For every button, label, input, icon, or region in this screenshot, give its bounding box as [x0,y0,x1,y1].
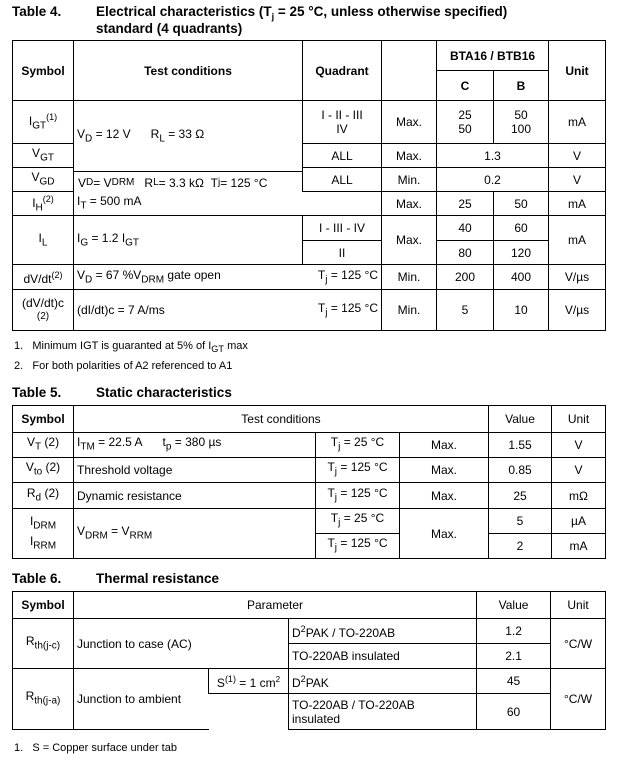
t4-dvdt-unit: V/µs [549,265,606,290]
t4-vgd-symbol: $V_{GD}$ [13,168,74,192]
t4-il-quadrant-1: I - III - IV [303,216,382,241]
t6-rjc-pkg1: $D^2PAK / TO-220AB$ [289,619,477,644]
t4-vgt-unit: V [549,144,606,168]
table-row [13,265,606,290]
table-row [13,290,606,331]
t5-idrm-tj1: $T_j = 25$ °C [316,509,400,534]
t6-rjc-value2: 2.1 [477,644,551,669]
t5-vt-unit: V [552,433,606,458]
t4-dvdt-b: 400 [494,265,549,290]
t6-rjc-pkg2: TO-220AB insulated [289,644,477,669]
t4-dvdtc-conditions: (dI/dt)c = 7 A/ms [74,290,303,331]
t5-idrm-minmax: Max. [400,509,489,559]
t6-rja-pkg1: $D^2PAK$ [289,669,477,694]
t4-il-minmax: Max. [382,216,437,265]
t6-note-1: 1. S = Copper surface under tab [14,742,177,754]
t5-idrm-symbol: $I_{DRM}$ $I_{RRM}$ [13,509,74,559]
t4-vgt-minmax: Max. [382,144,437,168]
t4-header-c: C [437,71,494,101]
t5-idrm-value2: 2 [489,534,552,559]
t6-rja-unit: °C/W [551,669,606,730]
t5-header-value: Value [489,406,552,433]
t4-dvdt-symbol: $dV/dt^{(2)}$ [13,265,74,290]
t4-vgd-conditions: V D = V DRM R L = 3.3 kΩ T j = 125 °C [74,171,302,193]
t4-dvdtc-b: 10 [494,290,549,331]
table-row [13,433,606,458]
t6-header-unit: Unit [551,592,606,619]
t5-idrm-conditions: $V_{DRM} = V_{RRM}$ [74,509,316,559]
t4-il-c1: 40 [437,216,494,241]
t6-rjc-unit: °C/W [551,619,606,669]
t5-rd-unit: mΩ [552,483,606,509]
t4-note-1: 1. Minimum IGT is guaranted at 5% of $I_{GT}$ max [14,340,248,355]
t4-header-blank [382,41,437,101]
t6-rja-parameter: Junction to ambient [74,669,209,730]
t4-igt-quadrant: I - II - III IV [303,101,382,144]
t4-dvdt-minmax: Min. [382,265,437,290]
table-row [13,192,606,216]
table-row [13,216,606,241]
t4-dvdt-c: 200 [437,265,494,290]
t5-vt-conditions: $I_{TM} = 22.5$ A $t_p = 380$ µs [74,433,316,458]
t5-vto-value: 0.85 [489,458,552,483]
t5-rd-minmax: Max. [400,483,489,509]
t4-igt-minmax: Max. [382,101,437,144]
t4-header-quadrant: Quadrant [303,41,382,101]
t6-header-value: Value [477,592,551,619]
t5-header-unit: Unit [552,406,606,433]
t5-vto-conditions: Threshold voltage [74,458,316,483]
t4-header-b: B [494,71,549,101]
t5-rd-tj: $T_j = 125$ °C [316,483,400,509]
t4-ih-c: 25 [437,192,494,216]
t4-vgt-value: 1.3 [437,144,549,168]
t6-rjc-symbol: $R_{th(j-c)}$ [13,619,74,669]
t5-vto-unit: V [552,458,606,483]
table6 [12,591,606,730]
t4-il-symbol: $I_L$ [13,216,74,265]
t4-dvdtc-minmax: Min. [382,290,437,331]
t5-idrm-value1: 5 [489,509,552,534]
t4-dvdtc-tj: $T_j = 125$ °C [303,290,382,331]
t4-il-b1: 60 [494,216,549,241]
t5-vt-tj: $T_j = 25$ °C [316,433,400,458]
t6-header-symbol: Symbol [13,592,74,619]
t4-igt-unit: mA [549,101,606,144]
t6-rjc-parameter: Junction to case (AC) [74,619,289,669]
t5-vt-symbol: $V_T$ (2) [13,433,74,458]
t4-vgd-unit: V [549,168,606,192]
t5-rd-conditions: Dynamic resistance [74,483,316,509]
t4-ih-b: 50 [494,192,549,216]
t4-vgt-symbol: $V_{GT}$ [13,144,74,168]
t4-header-test-conditions: Test conditions [74,41,303,101]
t4-igt-conditions: $V_D = 12$ V $R_L = 33$ Ω [74,101,303,192]
table-row [13,509,606,534]
table5-label: Table 5. [12,385,62,400]
t5-vt-value: 1.55 [489,433,552,458]
t5-vto-symbol: $V_{to}$ (2) [13,458,74,483]
t4-note-2: 2. For both polarities of A2 referenced to A1 [14,360,233,372]
t4-vgt-quadrant: ALL [303,144,382,168]
t6-rja-pkg2: TO-220AB / TO-220AB insulated [289,694,477,730]
table4-subtitle: standard (4 quadrants) [96,21,243,36]
table-row [13,458,606,483]
t4-vgd-quadrant: ALL [303,168,382,192]
t6-rja-blank [209,694,289,730]
table6-title: Thermal resistance [96,571,220,586]
t4-header-unit: Unit [549,41,606,101]
table-row [13,483,606,509]
t4-dvdtc-symbol: (dV/dt)c (2) [13,290,74,331]
t4-dvdtc-c: 5 [437,290,494,331]
table5 [12,405,606,559]
t5-idrm-unit2: mA [552,534,606,559]
t6-rja-value2: 60 [477,694,551,730]
t4-igt-c: 25 50 [437,101,494,144]
table4-title: Electrical characteristics ($T_j = 25$ °C, unless otherwise specified) [96,4,508,22]
t4-vgd-value: 0.2 [437,168,549,192]
t4-il-conditions: $I_G = 1.2$ $I_{GT}$ [74,216,303,265]
t5-vto-minmax: Max. [400,458,489,483]
t6-rja-surface: $S^{(1)} = 1$ $cm^2$ [209,669,289,694]
t5-rd-symbol: $R_d$ (2) [13,483,74,509]
table-row [13,669,606,694]
t4-ih-symbol: $I_H^{(2)}$ [13,192,74,216]
t5-rd-value: 25 [489,483,552,509]
t4-header-symbol: Symbol [13,41,74,101]
t4-igt-symbol: $I_{GT}^{(1)}$ [13,101,74,144]
table-row [13,101,606,144]
t4-ih-minmax: Max. [382,192,437,216]
t4-vgd-minmax: Min. [382,168,437,192]
table5-title: Static characteristics [96,385,232,400]
t5-vt-minmax: Max. [400,433,489,458]
table-row [13,619,606,644]
t4-igt-b: 50 100 [494,101,549,144]
t4-ih-unit: mA [549,192,606,216]
t5-idrm-unit1: µA [552,509,606,534]
t6-rja-value1: 45 [477,669,551,694]
t6-rja-symbol: $R_{th(j-a)}$ [13,669,74,730]
t6-header-parameter: Parameter [74,592,477,619]
table4-label: Table 4. [12,4,62,19]
t6-rjc-value1: 1.2 [477,619,551,644]
t5-idrm-tj2: $T_j = 125$ °C [316,534,400,559]
t4-dvdt-conditions: $V_D = 67$ $\%V_{DRM}$ gate open [74,265,303,290]
table6-label: Table 6. [12,571,62,586]
t4-il-b2: 120 [494,241,549,265]
t4-dvdt-tj: $T_j = 125$ °C [303,265,382,290]
t4-ih-conditions: $I_T = 500$ mA [74,192,382,216]
t5-header-test-conditions: Test conditions [74,406,489,433]
t4-il-unit: mA [549,216,606,265]
t4-il-quadrant-2: II [303,241,382,265]
t4-header-group: BTA16 / BTB16 [437,41,549,71]
t5-header-symbol: Symbol [13,406,74,433]
t4-dvdtc-unit: V/µs [549,290,606,331]
t5-vto-tj: $T_j = 125$ °C [316,458,400,483]
t4-il-c2: 80 [437,241,494,265]
